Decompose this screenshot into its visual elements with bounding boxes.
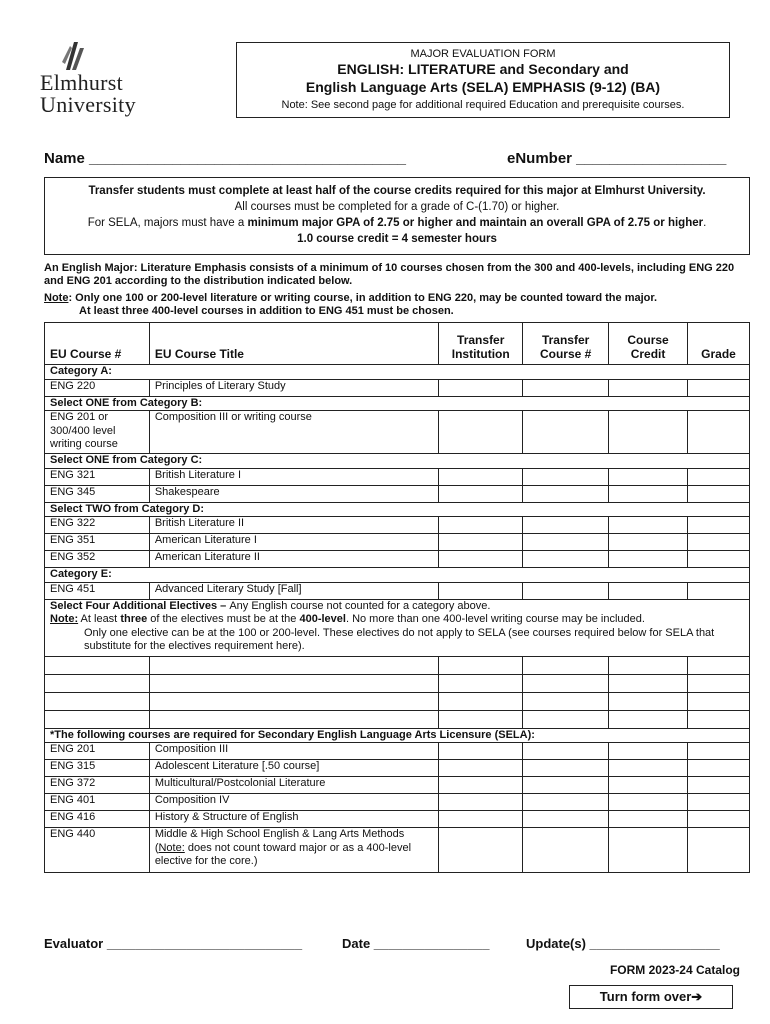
table-row: ENG 345 Shakespeare	[45, 485, 750, 502]
category-row: Category A:	[45, 365, 750, 380]
table-row: ENG 416 History & Structure of English	[45, 811, 750, 828]
col-eu-course: EU Course #	[45, 323, 150, 365]
form-title: MAJOR EVALUATION FORM	[410, 48, 556, 60]
form-header-box	[236, 42, 730, 118]
university-logo	[40, 40, 150, 116]
table-row: ENG 220 Principles of Literary Study	[45, 379, 750, 396]
category-row: Select TWO from Category D:	[45, 502, 750, 517]
name-row	[44, 150, 744, 167]
sela-gpa-notice: For SELA, majors must have a minimum major GPA of 2.75 or higher and maintain an overall GPA of 2.75 or higher.	[87, 217, 707, 229]
table-row: ENG 351 American Literature I	[45, 534, 750, 551]
table-header-row	[45, 323, 750, 365]
logo-line-2: University	[40, 92, 136, 117]
table-row: ENG 352 American Literature II	[45, 551, 750, 568]
electives-header-row: Select Four Additional Electives – Any English course not counted for a category above. Note: At least three of the electives must be at the 400-level. No more than one 400-level writing course may be included. Only one elective can be at the 100 or 200-level. These electives do not apply to SELA (see courses required below for SELA that substitute for the electives requirement here).	[45, 599, 750, 656]
flame-icon	[60, 40, 86, 72]
turn-form-over-label: Turn form over	[599, 989, 692, 1004]
table-row: ENG 440 Middle & High School English & Lang Arts Methods (Note: does not count toward major or as a 400-level elective for the core.)	[45, 828, 750, 873]
enumber-field[interactable]: eNumber __________________	[507, 150, 727, 167]
updates-field[interactable]: Update(s) __________________	[526, 936, 720, 951]
evaluator-field[interactable]: Evaluator ___________________________	[44, 936, 303, 951]
transfer-notice: Transfer students must complete at least half of the course credits required for this major at Elmhurst University.	[88, 185, 706, 197]
category-row: Select ONE from Category B:	[45, 396, 750, 411]
table-row: ENG 401 Composition IV	[45, 794, 750, 811]
date-field[interactable]: Date ________________	[342, 936, 490, 951]
course-table	[44, 322, 750, 873]
category-row: Select ONE from Category C:	[45, 454, 750, 469]
elective-blank-row	[45, 710, 750, 728]
intro-note: Note: Only one 100 or 200-level literature or writing course, in addition to ENG 220, may be counted toward the major.	[44, 292, 658, 304]
table-row: ENG 315 Adolescent Literature [.50 course]	[45, 760, 750, 777]
category-row: Category E:	[45, 568, 750, 583]
table-row: ENG 372 Multicultural/Postcolonial Literature	[45, 777, 750, 794]
program-title-line-2: English Language Arts (SELA) EMPHASIS (9-12) (BA)	[305, 79, 661, 95]
credit-notice: 1.0 course credit = 4 semester hours	[297, 233, 497, 245]
col-transfer-course: Transfer Course #	[523, 323, 609, 365]
name-field[interactable]: Name ______________________________________	[44, 150, 407, 167]
logo-line-1: Elmhurst	[40, 70, 124, 95]
elective-blank-row	[45, 656, 750, 674]
col-grade: Grade	[688, 323, 750, 365]
major-intro	[44, 262, 750, 318]
turn-form-over-box	[569, 985, 733, 1009]
arrow-right-icon: ➔	[691, 989, 703, 1004]
col-transfer-institution: Transfer Institution	[439, 323, 523, 365]
elective-blank-row	[45, 692, 750, 710]
col-eu-title: EU Course Title	[149, 323, 438, 365]
table-row: ENG 451 Advanced Literary Study [Fall]	[45, 582, 750, 599]
col-course-credit: Course Credit	[609, 323, 688, 365]
table-row: ENG 201 Composition III	[45, 743, 750, 760]
sela-header-row: *The following courses are required for Secondary English Language Arts Licensure (SELA):	[45, 728, 750, 743]
elective-blank-row	[45, 674, 750, 692]
intro-line: An English Major: Literature Emphasis consists of a minimum of 10 courses chosen from the 300 and 400-levels, including ENG 220 and ENG 201 according to the distribution indicated below.	[44, 262, 735, 287]
intro-note-line-2: At least three 400-level courses in addition to ENG 451 must be chosen.	[79, 305, 454, 317]
table-row: ENG 322 British Literature II	[45, 517, 750, 534]
requirements-notice	[44, 177, 750, 255]
program-title-line-1: ENGLISH: LITERATURE and Secondary and	[337, 61, 629, 77]
header-note: Note: See second page for additional required Education and prerequisite courses.	[281, 99, 685, 111]
table-row: ENG 201 or 300/400 level writing course Composition III or writing course	[45, 411, 750, 454]
table-row: ENG 321 British Literature I	[45, 468, 750, 485]
grade-notice: All courses must be completed for a grade of C-(1.70) or higher.	[234, 201, 560, 213]
form-catalog-id: FORM 2023-24 Catalog	[609, 963, 740, 977]
